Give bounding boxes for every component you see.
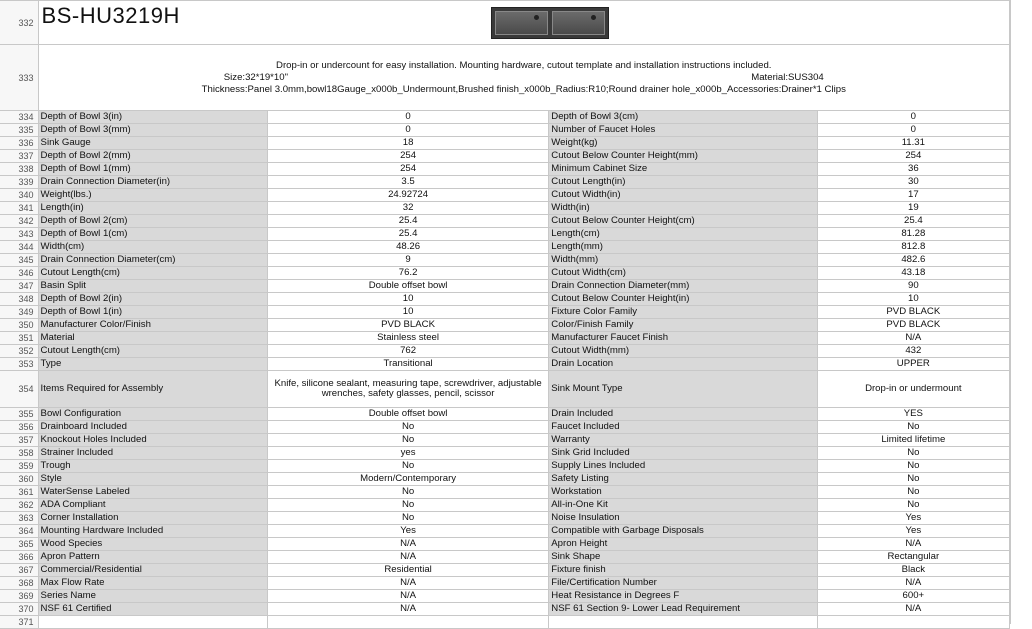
row-number: 342 bbox=[0, 215, 38, 228]
spec-value-right[interactable]: 81.28 bbox=[817, 228, 1009, 241]
spec-label-right[interactable]: Sink Shape bbox=[549, 551, 817, 564]
spec-label-right[interactable]: Fixture finish bbox=[549, 564, 817, 577]
spec-label-right[interactable]: File/Certification Number bbox=[549, 577, 817, 590]
drain-hole bbox=[534, 15, 539, 20]
spec-value-left[interactable]: 48.26 bbox=[267, 241, 548, 254]
spec-value-left[interactable]: 25.4 bbox=[267, 228, 548, 241]
spec-label-left[interactable]: Apron Pattern bbox=[38, 551, 267, 564]
spec-label-left[interactable]: Max Flow Rate bbox=[38, 577, 267, 590]
empty-cell[interactable] bbox=[267, 616, 548, 629]
empty-cell[interactable] bbox=[38, 616, 267, 629]
spec-label-left[interactable]: Cutout Length(cm) bbox=[38, 345, 267, 358]
spec-value-right[interactable]: 90 bbox=[817, 280, 1009, 293]
spec-label-left[interactable]: NSF 61 Certified bbox=[38, 603, 267, 616]
spec-label-left[interactable]: Depth of Bowl 3(mm) bbox=[38, 124, 267, 137]
row-number: 358 bbox=[0, 447, 38, 460]
size-text: Size:32*19*10" bbox=[223, 71, 288, 83]
table-row bbox=[0, 486, 1010, 499]
empty-cell[interactable] bbox=[817, 616, 1009, 629]
spec-label-right[interactable]: Color/Finish Family bbox=[549, 319, 817, 332]
row-number: 337 bbox=[0, 150, 38, 163]
spec-value-right[interactable]: Rectangular bbox=[817, 551, 1009, 564]
table-row bbox=[0, 590, 1010, 603]
table-row bbox=[0, 215, 1010, 228]
spec-value-left[interactable]: No bbox=[267, 512, 548, 525]
row-number: 351 bbox=[0, 332, 38, 345]
row-number: 333 bbox=[0, 45, 38, 111]
table-row bbox=[0, 358, 1010, 371]
spec-value-left[interactable]: 10 bbox=[267, 306, 548, 319]
row-number: 347 bbox=[0, 280, 38, 293]
row-number: 355 bbox=[0, 408, 38, 421]
table-row bbox=[0, 603, 1010, 616]
row-number: 364 bbox=[0, 525, 38, 538]
spec-label-right[interactable]: NSF 61 Section 9- Lower Lead Requirement bbox=[549, 603, 817, 616]
spec-value-left[interactable]: No bbox=[267, 486, 548, 499]
spec-value-right[interactable]: 30 bbox=[817, 176, 1009, 189]
spec-label-left[interactable]: Material bbox=[38, 332, 267, 345]
spec-value-right[interactable]: No bbox=[817, 486, 1009, 499]
spec-value-left[interactable]: 76.2 bbox=[267, 267, 548, 280]
spec-value-right[interactable]: UPPER bbox=[817, 358, 1009, 371]
spec-value-right[interactable]: 11.31 bbox=[817, 137, 1009, 150]
row-number: 369 bbox=[0, 590, 38, 603]
spec-label-right[interactable]: Workstation bbox=[549, 486, 817, 499]
spec-value-right[interactable]: Black bbox=[817, 564, 1009, 577]
spec-value-right[interactable]: Yes bbox=[817, 512, 1009, 525]
table-row bbox=[0, 525, 1010, 538]
row-number: 338 bbox=[0, 163, 38, 176]
spec-label-left[interactable]: Knockout Holes Included bbox=[38, 434, 267, 447]
spec-value-left[interactable]: N/A bbox=[267, 603, 548, 616]
empty-cell[interactable] bbox=[549, 616, 817, 629]
sheet-right-edge bbox=[1010, 0, 1032, 624]
spec-label-left[interactable]: Items Required for Assembly bbox=[38, 371, 267, 408]
spec-value-right[interactable]: No bbox=[817, 460, 1009, 473]
spec-label-left[interactable]: Series Name bbox=[38, 590, 267, 603]
row-number: 357 bbox=[0, 434, 38, 447]
spec-value-right[interactable]: 812.8 bbox=[817, 241, 1009, 254]
description-cell[interactable] bbox=[38, 45, 1009, 111]
spec-value-right[interactable]: 254 bbox=[817, 150, 1009, 163]
table-row bbox=[0, 564, 1010, 577]
row-number: 356 bbox=[0, 421, 38, 434]
spec-value-left[interactable]: Stainless steel bbox=[267, 332, 548, 345]
spec-value-right[interactable]: 25.4 bbox=[817, 215, 1009, 228]
spec-value-left[interactable]: 25.4 bbox=[267, 215, 548, 228]
row-number: 332 bbox=[0, 1, 38, 45]
spec-label-right[interactable]: Sink Mount Type bbox=[549, 371, 817, 408]
table-row bbox=[0, 137, 1010, 150]
spec-value-left[interactable]: N/A bbox=[267, 538, 548, 551]
spec-label-right[interactable]: Cutout Width(mm) bbox=[549, 345, 817, 358]
description-line-3: Thickness:Panel 3.0mm,bowl18Gauge_x000b_Undermount,Brushed finish_x000b_Radius:R10;Round drainer hole_x000b_Accessories:Drainer*1 Clips bbox=[201, 83, 846, 95]
spec-value-left[interactable]: 18 bbox=[267, 137, 548, 150]
row-number: 350 bbox=[0, 319, 38, 332]
spec-value-left[interactable]: 10 bbox=[267, 293, 548, 306]
table-row bbox=[0, 267, 1010, 280]
spec-label-left[interactable]: Cutout Length(cm) bbox=[38, 267, 267, 280]
spec-value-left[interactable]: 9 bbox=[267, 254, 548, 267]
title-row bbox=[0, 1, 1010, 45]
spec-label-right[interactable]: Apron Height bbox=[549, 538, 817, 551]
spec-label-right[interactable]: Depth of Bowl 3(cm) bbox=[549, 111, 817, 124]
spec-value-left[interactable]: Knife, silicone sealant, measuring tape, screwdriver, adjustable wrenches, safety glasses, pencil, scissor bbox=[267, 371, 548, 408]
table-row bbox=[0, 512, 1010, 525]
title-cell[interactable] bbox=[38, 1, 1009, 45]
spec-value-right[interactable]: 482.6 bbox=[817, 254, 1009, 267]
row-number: 370 bbox=[0, 603, 38, 616]
spec-value-right[interactable]: No bbox=[817, 421, 1009, 434]
row-number: 346 bbox=[0, 267, 38, 280]
spec-label-right[interactable]: Length(cm) bbox=[549, 228, 817, 241]
spec-label-right[interactable]: Compatible with Garbage Disposals bbox=[549, 525, 817, 538]
spec-value-left[interactable]: 254 bbox=[267, 150, 548, 163]
spec-label-right[interactable]: Weight(kg) bbox=[549, 137, 817, 150]
row-number: 335 bbox=[0, 124, 38, 137]
product-title: BS-HU3219H bbox=[41, 3, 180, 28]
spec-value-left[interactable]: 0 bbox=[267, 111, 548, 124]
spec-label-right[interactable]: Minimum Cabinet Size bbox=[549, 163, 817, 176]
spec-value-right[interactable]: PVD BLACK bbox=[817, 319, 1009, 332]
row-number: 348 bbox=[0, 293, 38, 306]
spec-label-right[interactable]: Cutout Below Counter Height(in) bbox=[549, 293, 817, 306]
spec-value-right[interactable]: 432 bbox=[817, 345, 1009, 358]
sink-product-image bbox=[491, 7, 609, 39]
spec-label-left[interactable]: Type bbox=[38, 358, 267, 371]
table-row bbox=[0, 616, 1010, 629]
spec-value-right[interactable]: Drop-in or undermount bbox=[817, 371, 1009, 408]
table-row bbox=[0, 421, 1010, 434]
spec-value-right[interactable]: Limited lifetime bbox=[817, 434, 1009, 447]
table-row bbox=[0, 460, 1010, 473]
spec-label-left[interactable]: Bowl Configuration bbox=[38, 408, 267, 421]
spec-value-right[interactable]: 10 bbox=[817, 293, 1009, 306]
spec-value-left[interactable]: No bbox=[267, 434, 548, 447]
spec-label-right[interactable]: Supply Lines Included bbox=[549, 460, 817, 473]
spec-label-right[interactable]: All-in-One Kit bbox=[549, 499, 817, 512]
spec-value-left[interactable]: 32 bbox=[267, 202, 548, 215]
spec-label-right[interactable]: Cutout Width(cm) bbox=[549, 267, 817, 280]
table-row bbox=[0, 228, 1010, 241]
table-row bbox=[0, 345, 1010, 358]
spec-value-right[interactable]: No bbox=[817, 499, 1009, 512]
spec-label-left[interactable]: WaterSense Labeled bbox=[38, 486, 267, 499]
table-row bbox=[0, 306, 1010, 319]
spec-label-right[interactable]: Faucet Included bbox=[549, 421, 817, 434]
description-line-2 bbox=[224, 72, 824, 84]
row-number: 366 bbox=[0, 551, 38, 564]
spec-value-right[interactable]: 19 bbox=[817, 202, 1009, 215]
spec-value-right[interactable]: 36 bbox=[817, 163, 1009, 176]
row-number: 371 bbox=[0, 616, 38, 629]
spec-label-left[interactable]: Drainboard Included bbox=[38, 421, 267, 434]
table-row bbox=[0, 241, 1010, 254]
table-row bbox=[0, 202, 1010, 215]
spec-label-left[interactable]: Drain Connection Diameter(cm) bbox=[38, 254, 267, 267]
table-row bbox=[0, 319, 1010, 332]
spec-value-left[interactable]: Yes bbox=[267, 525, 548, 538]
spec-label-left[interactable]: Drain Connection Diameter(in) bbox=[38, 176, 267, 189]
drain-hole bbox=[591, 15, 596, 20]
spec-label-right[interactable]: Drain Location bbox=[549, 358, 817, 371]
table-row bbox=[0, 447, 1010, 460]
spec-value-left[interactable]: Residential bbox=[267, 564, 548, 577]
spec-label-right[interactable]: Width(in) bbox=[549, 202, 817, 215]
table-row bbox=[0, 124, 1010, 137]
description-line-1: Drop-in or undercount for easy installation. Mounting hardware, cutout template and installation instructions included. bbox=[276, 59, 772, 71]
table-row bbox=[0, 499, 1010, 512]
table-row bbox=[0, 150, 1010, 163]
table-row bbox=[0, 434, 1010, 447]
spec-label-right[interactable]: Number of Faucet Holes bbox=[549, 124, 817, 137]
table-row bbox=[0, 408, 1010, 421]
material-text: Material:SUS304 bbox=[751, 71, 824, 83]
spec-value-right[interactable]: 600+ bbox=[817, 590, 1009, 603]
spec-label-left[interactable]: Mounting Hardware Included bbox=[38, 525, 267, 538]
spec-label-right[interactable]: Noise Insulation bbox=[549, 512, 817, 525]
spec-value-right[interactable]: No bbox=[817, 447, 1009, 460]
row-number: 349 bbox=[0, 306, 38, 319]
table-row bbox=[0, 111, 1010, 124]
spec-label-left[interactable]: ADA Compliant bbox=[38, 499, 267, 512]
spec-label-right[interactable]: Warranty bbox=[549, 434, 817, 447]
spec-label-right[interactable]: Manufacturer Faucet Finish bbox=[549, 332, 817, 345]
table-row bbox=[0, 551, 1010, 564]
row-number: 343 bbox=[0, 228, 38, 241]
spec-label-left[interactable]: Depth of Bowl 2(cm) bbox=[38, 215, 267, 228]
table-row bbox=[0, 577, 1010, 590]
spec-label-right[interactable]: Cutout Width(in) bbox=[549, 189, 817, 202]
spec-value-right[interactable]: 17 bbox=[817, 189, 1009, 202]
table-row bbox=[0, 473, 1010, 486]
spec-label-right[interactable]: Cutout Below Counter Height(cm) bbox=[549, 215, 817, 228]
row-number: 334 bbox=[0, 111, 38, 124]
spec-label-left[interactable]: Style bbox=[38, 473, 267, 486]
spec-value-left[interactable]: Transitional bbox=[267, 358, 548, 371]
row-number: 360 bbox=[0, 473, 38, 486]
description-row bbox=[0, 45, 1010, 111]
table-row bbox=[0, 189, 1010, 202]
spec-value-right[interactable]: 0 bbox=[817, 124, 1009, 137]
sink-bowl-right bbox=[552, 11, 605, 35]
spec-value-left[interactable]: No bbox=[267, 460, 548, 473]
spec-value-right[interactable]: PVD BLACK bbox=[817, 306, 1009, 319]
spec-value-left[interactable]: yes bbox=[267, 447, 548, 460]
spec-label-left[interactable]: Depth of Bowl 1(in) bbox=[38, 306, 267, 319]
spec-value-right[interactable]: N/A bbox=[817, 538, 1009, 551]
spec-label-right[interactable]: Heat Resistance in Degrees F bbox=[549, 590, 817, 603]
row-number: 359 bbox=[0, 460, 38, 473]
spec-value-left[interactable]: N/A bbox=[267, 590, 548, 603]
spec-label-right[interactable]: Drain Connection Diameter(mm) bbox=[549, 280, 817, 293]
spec-value-left[interactable]: 24.92724 bbox=[267, 189, 548, 202]
row-number: 339 bbox=[0, 176, 38, 189]
spec-label-left[interactable]: Wood Species bbox=[38, 538, 267, 551]
spec-value-right[interactable]: Yes bbox=[817, 525, 1009, 538]
row-number: 341 bbox=[0, 202, 38, 215]
sink-bowl-left bbox=[495, 11, 548, 35]
spec-value-left[interactable]: Double offset bowl bbox=[267, 280, 548, 293]
spec-label-left[interactable]: Corner Installation bbox=[38, 512, 267, 525]
spec-value-left[interactable]: PVD BLACK bbox=[267, 319, 548, 332]
spec-value-left[interactable]: Double offset bowl bbox=[267, 408, 548, 421]
spec-label-left[interactable]: Depth of Bowl 3(in) bbox=[38, 111, 267, 124]
spec-label-right[interactable]: Sink Grid Included bbox=[549, 447, 817, 460]
spec-label-right[interactable]: Fixture Color Family bbox=[549, 306, 817, 319]
spec-value-left[interactable]: Modern/Contemporary bbox=[267, 473, 548, 486]
spec-label-right[interactable]: Width(mm) bbox=[549, 254, 817, 267]
row-number: 340 bbox=[0, 189, 38, 202]
spec-label-left[interactable]: Trough bbox=[38, 460, 267, 473]
spec-label-right[interactable]: Cutout Length(in) bbox=[549, 176, 817, 189]
spec-value-right[interactable]: 0 bbox=[817, 111, 1009, 124]
spec-value-left[interactable]: 3.5 bbox=[267, 176, 548, 189]
spec-label-left[interactable]: Sink Gauge bbox=[38, 137, 267, 150]
table-row bbox=[0, 538, 1010, 551]
spec-value-right[interactable]: 43.18 bbox=[817, 267, 1009, 280]
spec-label-right[interactable]: Cutout Below Counter Height(mm) bbox=[549, 150, 817, 163]
row-number: 353 bbox=[0, 358, 38, 371]
spec-value-left[interactable]: No bbox=[267, 499, 548, 512]
spec-value-right[interactable]: N/A bbox=[817, 332, 1009, 345]
spec-value-right[interactable]: YES bbox=[817, 408, 1009, 421]
row-number: 354 bbox=[0, 371, 38, 408]
spec-label-left[interactable]: Depth of Bowl 2(mm) bbox=[38, 150, 267, 163]
spec-label-left[interactable]: Manufacturer Color/Finish bbox=[38, 319, 267, 332]
table-row bbox=[0, 371, 1010, 408]
row-number: 352 bbox=[0, 345, 38, 358]
spec-value-left[interactable]: 762 bbox=[267, 345, 548, 358]
spec-value-right[interactable]: No bbox=[817, 473, 1009, 486]
row-number: 362 bbox=[0, 499, 38, 512]
spec-value-left[interactable]: N/A bbox=[267, 551, 548, 564]
row-number: 344 bbox=[0, 241, 38, 254]
spec-label-left[interactable]: Depth of Bowl 1(cm) bbox=[38, 228, 267, 241]
row-number: 345 bbox=[0, 254, 38, 267]
spec-label-left[interactable]: Weight(lbs.) bbox=[38, 189, 267, 202]
spec-label-left[interactable]: Length(in) bbox=[38, 202, 267, 215]
spec-label-right[interactable]: Safety Listing bbox=[549, 473, 817, 486]
spec-label-left[interactable]: Width(cm) bbox=[38, 241, 267, 254]
table-row bbox=[0, 293, 1010, 306]
table-row bbox=[0, 280, 1010, 293]
spec-value-left[interactable]: No bbox=[267, 421, 548, 434]
row-number: 336 bbox=[0, 137, 38, 150]
row-number: 367 bbox=[0, 564, 38, 577]
table-row bbox=[0, 176, 1010, 189]
spec-label-left[interactable]: Strainer Included bbox=[38, 447, 267, 460]
spec-label-left[interactable]: Basin Split bbox=[38, 280, 267, 293]
spec-label-left[interactable]: Depth of Bowl 1(mm) bbox=[38, 163, 267, 176]
row-number: 368 bbox=[0, 577, 38, 590]
spec-value-right[interactable]: N/A bbox=[817, 577, 1009, 590]
table-row bbox=[0, 332, 1010, 345]
spec-label-right[interactable]: Length(mm) bbox=[549, 241, 817, 254]
spec-value-right[interactable]: N/A bbox=[817, 603, 1009, 616]
spec-label-left[interactable]: Commercial/Residential bbox=[38, 564, 267, 577]
table-row bbox=[0, 163, 1010, 176]
row-number: 363 bbox=[0, 512, 38, 525]
row-number: 361 bbox=[0, 486, 38, 499]
spec-value-left[interactable]: 0 bbox=[267, 124, 548, 137]
row-number: 365 bbox=[0, 538, 38, 551]
spec-value-left[interactable]: N/A bbox=[267, 577, 548, 590]
spec-label-left[interactable]: Depth of Bowl 2(in) bbox=[38, 293, 267, 306]
spec-label-right[interactable]: Drain Included bbox=[549, 408, 817, 421]
spec-value-left[interactable]: 254 bbox=[267, 163, 548, 176]
table-row bbox=[0, 254, 1010, 267]
